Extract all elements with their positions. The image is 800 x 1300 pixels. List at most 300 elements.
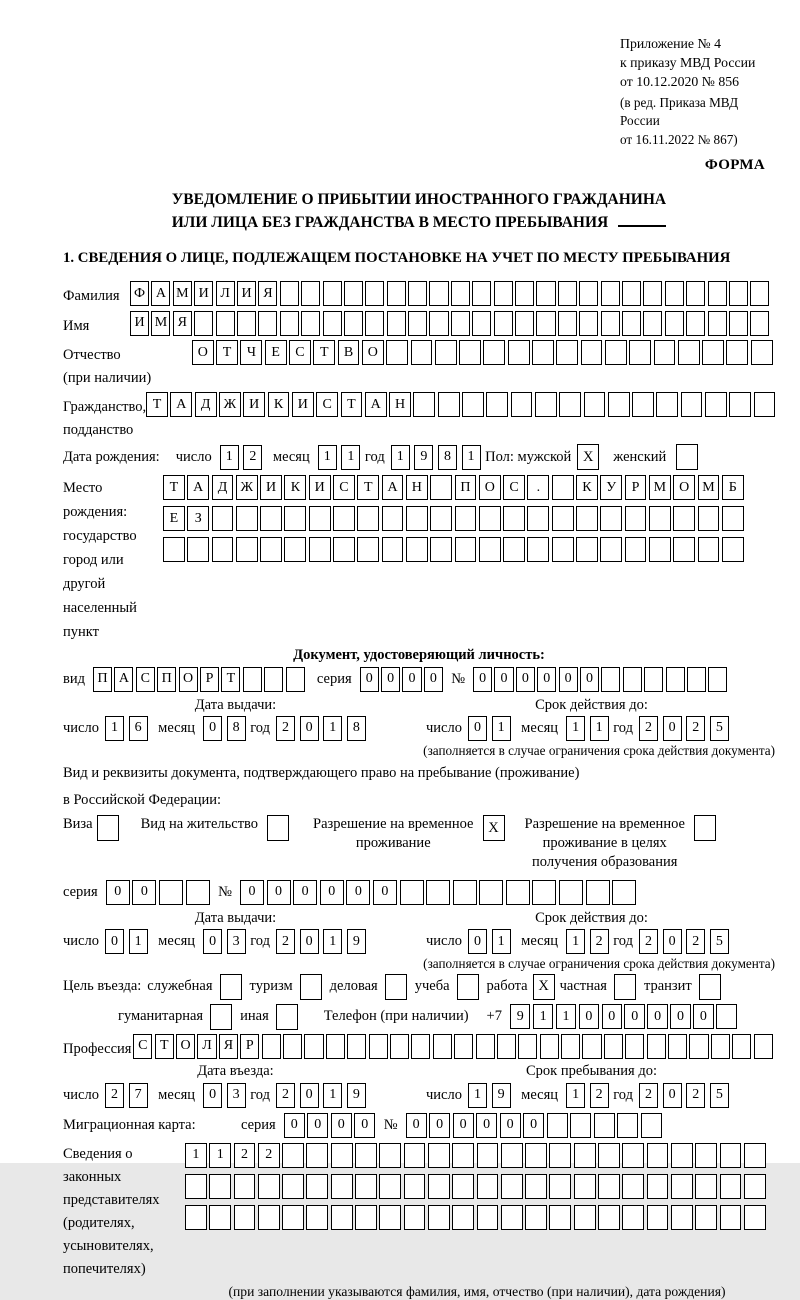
char-cell[interactable] <box>333 537 355 562</box>
char-cell[interactable] <box>576 506 598 531</box>
char-cell[interactable] <box>558 311 577 336</box>
char-cell[interactable] <box>687 667 706 692</box>
char-cell[interactable]: И <box>292 392 314 417</box>
char-cell[interactable]: 1 <box>209 1143 231 1168</box>
char-cell[interactable] <box>686 281 705 306</box>
char-cell[interactable] <box>284 506 306 531</box>
char-cell[interactable]: 1 <box>566 1083 585 1108</box>
char-cell[interactable] <box>304 1034 323 1059</box>
char-cell[interactable]: 0 <box>429 1113 450 1138</box>
char-cell[interactable]: 2 <box>234 1143 256 1168</box>
char-cell[interactable] <box>686 311 705 336</box>
char-cell[interactable] <box>698 506 720 531</box>
char-cell[interactable] <box>331 1205 353 1230</box>
char-cell[interactable] <box>722 537 744 562</box>
char-cell[interactable] <box>309 537 331 562</box>
char-cell[interactable]: 0 <box>381 667 400 692</box>
char-cell[interactable] <box>678 340 700 365</box>
char-cell[interactable] <box>301 311 320 336</box>
char-cell[interactable]: Ч <box>240 340 262 365</box>
char-cell[interactable] <box>387 281 406 306</box>
char-cell[interactable] <box>408 311 427 336</box>
char-cell[interactable]: Я <box>219 1034 238 1059</box>
temp-residence-checkbox[interactable]: X <box>483 815 505 841</box>
char-cell[interactable]: 0 <box>663 716 682 741</box>
char-cell[interactable] <box>452 1143 474 1168</box>
char-cell[interactable]: 9 <box>414 445 433 470</box>
char-cell[interactable] <box>625 506 647 531</box>
char-cell[interactable] <box>479 880 503 905</box>
char-cell[interactable] <box>331 1143 353 1168</box>
purpose-other-checkbox[interactable] <box>276 1004 298 1030</box>
char-cell[interactable] <box>666 667 685 692</box>
char-cell[interactable] <box>549 1205 571 1230</box>
char-cell[interactable] <box>744 1205 766 1230</box>
char-cell[interactable]: 1 <box>341 445 360 470</box>
char-cell[interactable] <box>729 311 748 336</box>
char-cell[interactable] <box>622 1143 644 1168</box>
char-cell[interactable] <box>574 1174 596 1199</box>
char-cell[interactable] <box>379 1143 401 1168</box>
char-cell[interactable] <box>508 340 530 365</box>
char-cell[interactable]: 8 <box>227 716 246 741</box>
char-cell[interactable]: 6 <box>129 716 148 741</box>
char-cell[interactable] <box>540 1034 559 1059</box>
char-cell[interactable] <box>379 1174 401 1199</box>
char-cell[interactable] <box>284 537 306 562</box>
char-cell[interactable]: 0 <box>300 929 319 954</box>
purpose-tourism-checkbox[interactable] <box>300 974 322 1000</box>
char-cell[interactable]: 0 <box>284 1113 305 1138</box>
char-cell[interactable]: А <box>170 392 192 417</box>
char-cell[interactable]: О <box>192 340 214 365</box>
char-cell[interactable] <box>695 1205 717 1230</box>
char-cell[interactable] <box>260 506 282 531</box>
char-cell[interactable]: 9 <box>492 1083 511 1108</box>
char-cell[interactable]: О <box>176 1034 195 1059</box>
char-cell[interactable] <box>720 1205 742 1230</box>
char-cell[interactable] <box>451 281 470 306</box>
char-cell[interactable]: 0 <box>402 667 421 692</box>
char-cell[interactable]: 2 <box>276 929 295 954</box>
char-cell[interactable] <box>594 1113 615 1138</box>
char-cell[interactable]: 0 <box>468 716 487 741</box>
char-cell[interactable] <box>369 1034 388 1059</box>
char-cell[interactable] <box>698 537 720 562</box>
char-cell[interactable]: 0 <box>373 880 397 905</box>
char-cell[interactable]: 0 <box>494 667 513 692</box>
purpose-official-checkbox[interactable] <box>220 974 242 1000</box>
char-cell[interactable] <box>212 537 234 562</box>
char-cell[interactable]: 1 <box>185 1143 207 1168</box>
char-cell[interactable]: 0 <box>300 1083 319 1108</box>
char-cell[interactable] <box>355 1143 377 1168</box>
char-cell[interactable]: 0 <box>647 1004 668 1029</box>
char-cell[interactable]: Е <box>163 506 185 531</box>
char-cell[interactable] <box>622 281 641 306</box>
char-cell[interactable]: С <box>136 667 155 692</box>
char-cell[interactable] <box>159 880 183 905</box>
char-cell[interactable] <box>428 1174 450 1199</box>
char-cell[interactable] <box>455 506 477 531</box>
char-cell[interactable] <box>209 1205 231 1230</box>
char-cell[interactable]: 0 <box>406 1113 427 1138</box>
char-cell[interactable]: И <box>130 311 149 336</box>
char-cell[interactable]: 0 <box>240 880 264 905</box>
char-cell[interactable] <box>429 311 448 336</box>
char-cell[interactable] <box>497 1034 516 1059</box>
char-cell[interactable] <box>559 392 581 417</box>
char-cell[interactable]: И <box>243 392 265 417</box>
char-cell[interactable]: С <box>289 340 311 365</box>
char-cell[interactable]: 0 <box>106 880 130 905</box>
purpose-study-checkbox[interactable] <box>457 974 479 1000</box>
char-cell[interactable]: 0 <box>663 1083 682 1108</box>
char-cell[interactable] <box>186 880 210 905</box>
char-cell[interactable]: 2 <box>243 445 262 470</box>
char-cell[interactable] <box>455 537 477 562</box>
char-cell[interactable] <box>411 340 433 365</box>
char-cell[interactable]: А <box>114 667 133 692</box>
char-cell[interactable]: Ж <box>236 475 258 500</box>
char-cell[interactable] <box>720 1143 742 1168</box>
char-cell[interactable] <box>649 537 671 562</box>
char-cell[interactable] <box>428 1205 450 1230</box>
char-cell[interactable]: Л <box>216 281 235 306</box>
char-cell[interactable] <box>260 537 282 562</box>
char-cell[interactable] <box>479 506 501 531</box>
char-cell[interactable]: З <box>187 506 209 531</box>
char-cell[interactable] <box>476 1034 495 1059</box>
char-cell[interactable] <box>404 1205 426 1230</box>
char-cell[interactable]: О <box>179 667 198 692</box>
char-cell[interactable] <box>454 1034 473 1059</box>
char-cell[interactable] <box>552 537 574 562</box>
char-cell[interactable]: 9 <box>510 1004 531 1029</box>
char-cell[interactable] <box>649 506 671 531</box>
char-cell[interactable]: С <box>503 475 525 500</box>
char-cell[interactable] <box>404 1174 426 1199</box>
char-cell[interactable] <box>750 311 769 336</box>
char-cell[interactable] <box>558 281 577 306</box>
char-cell[interactable]: И <box>237 281 256 306</box>
char-cell[interactable]: 1 <box>323 929 342 954</box>
char-cell[interactable] <box>561 1034 580 1059</box>
char-cell[interactable] <box>576 537 598 562</box>
char-cell[interactable] <box>506 880 530 905</box>
char-cell[interactable] <box>494 311 513 336</box>
char-cell[interactable] <box>532 340 554 365</box>
char-cell[interactable] <box>581 340 603 365</box>
char-cell[interactable]: 2 <box>258 1143 280 1168</box>
char-cell[interactable] <box>598 1143 620 1168</box>
char-cell[interactable] <box>708 311 727 336</box>
char-cell[interactable] <box>695 1174 717 1199</box>
char-cell[interactable] <box>511 392 533 417</box>
char-cell[interactable] <box>632 392 654 417</box>
char-cell[interactable]: И <box>260 475 282 500</box>
char-cell[interactable] <box>406 506 428 531</box>
char-cell[interactable] <box>411 1034 430 1059</box>
char-cell[interactable] <box>390 1034 409 1059</box>
char-cell[interactable] <box>209 1174 231 1199</box>
char-cell[interactable]: Р <box>200 667 219 692</box>
char-cell[interactable]: М <box>151 311 170 336</box>
char-cell[interactable] <box>185 1205 207 1230</box>
char-cell[interactable] <box>623 667 642 692</box>
char-cell[interactable]: Н <box>389 392 411 417</box>
char-cell[interactable] <box>212 506 234 531</box>
purpose-private-checkbox[interactable] <box>614 974 636 1000</box>
char-cell[interactable]: 1 <box>556 1004 577 1029</box>
char-cell[interactable]: М <box>698 475 720 500</box>
char-cell[interactable] <box>426 880 450 905</box>
char-cell[interactable]: Д <box>195 392 217 417</box>
char-cell[interactable]: В <box>338 340 360 365</box>
char-cell[interactable]: 1 <box>391 445 410 470</box>
char-cell[interactable] <box>400 880 424 905</box>
char-cell[interactable] <box>323 311 342 336</box>
char-cell[interactable] <box>234 1205 256 1230</box>
char-cell[interactable] <box>625 537 647 562</box>
char-cell[interactable]: 0 <box>663 929 682 954</box>
char-cell[interactable]: 0 <box>693 1004 714 1029</box>
char-cell[interactable] <box>643 311 662 336</box>
char-cell[interactable] <box>282 1143 304 1168</box>
char-cell[interactable] <box>744 1174 766 1199</box>
char-cell[interactable]: Б <box>722 475 744 500</box>
char-cell[interactable]: Т <box>341 392 363 417</box>
char-cell[interactable]: 1 <box>492 929 511 954</box>
char-cell[interactable]: П <box>455 475 477 500</box>
char-cell[interactable] <box>617 1113 638 1138</box>
char-cell[interactable]: 1 <box>566 716 585 741</box>
char-cell[interactable]: 0 <box>523 1113 544 1138</box>
char-cell[interactable]: Е <box>265 340 287 365</box>
char-cell[interactable] <box>525 1205 547 1230</box>
char-cell[interactable]: 0 <box>293 880 317 905</box>
char-cell[interactable] <box>527 537 549 562</box>
char-cell[interactable]: Я <box>258 281 277 306</box>
char-cell[interactable] <box>647 1205 669 1230</box>
visa-checkbox[interactable] <box>97 815 119 841</box>
purpose-transit-checkbox[interactable] <box>699 974 721 1000</box>
char-cell[interactable] <box>194 311 213 336</box>
char-cell[interactable] <box>503 506 525 531</box>
char-cell[interactable]: 0 <box>500 1113 521 1138</box>
char-cell[interactable]: Т <box>216 340 238 365</box>
char-cell[interactable] <box>586 880 610 905</box>
char-cell[interactable]: 0 <box>602 1004 623 1029</box>
char-cell[interactable] <box>451 311 470 336</box>
char-cell[interactable] <box>744 1143 766 1168</box>
char-cell[interactable]: 2 <box>639 716 658 741</box>
char-cell[interactable]: Т <box>357 475 379 500</box>
char-cell[interactable] <box>413 392 435 417</box>
char-cell[interactable] <box>644 667 663 692</box>
char-cell[interactable]: 0 <box>537 667 556 692</box>
char-cell[interactable]: 1 <box>323 1083 342 1108</box>
char-cell[interactable] <box>428 1143 450 1168</box>
char-cell[interactable]: 9 <box>347 1083 366 1108</box>
char-cell[interactable] <box>386 340 408 365</box>
char-cell[interactable]: М <box>173 281 192 306</box>
char-cell[interactable]: Ф <box>130 281 149 306</box>
char-cell[interactable] <box>282 1174 304 1199</box>
char-cell[interactable] <box>641 1113 662 1138</box>
char-cell[interactable] <box>665 281 684 306</box>
char-cell[interactable]: 2 <box>639 929 658 954</box>
char-cell[interactable]: 0 <box>105 929 124 954</box>
char-cell[interactable] <box>187 537 209 562</box>
char-cell[interactable]: О <box>362 340 384 365</box>
char-cell[interactable]: Ж <box>219 392 241 417</box>
char-cell[interactable]: 0 <box>346 880 370 905</box>
char-cell[interactable] <box>163 537 185 562</box>
purpose-work-checkbox[interactable]: X <box>533 974 555 1000</box>
char-cell[interactable] <box>501 1143 523 1168</box>
char-cell[interactable]: С <box>133 1034 152 1059</box>
char-cell[interactable]: 0 <box>307 1113 328 1138</box>
char-cell[interactable] <box>258 1205 280 1230</box>
char-cell[interactable]: 0 <box>331 1113 352 1138</box>
char-cell[interactable] <box>355 1174 377 1199</box>
char-cell[interactable]: 0 <box>203 716 222 741</box>
char-cell[interactable]: 0 <box>424 667 443 692</box>
char-cell[interactable] <box>234 1174 256 1199</box>
char-cell[interactable] <box>708 281 727 306</box>
char-cell[interactable] <box>453 880 477 905</box>
char-cell[interactable]: 2 <box>639 1083 658 1108</box>
char-cell[interactable] <box>605 340 627 365</box>
char-cell[interactable] <box>622 1174 644 1199</box>
char-cell[interactable]: 1 <box>566 929 585 954</box>
char-cell[interactable] <box>477 1205 499 1230</box>
char-cell[interactable] <box>283 1034 302 1059</box>
char-cell[interactable] <box>600 537 622 562</box>
char-cell[interactable]: 7 <box>129 1083 148 1108</box>
char-cell[interactable]: 0 <box>579 1004 600 1029</box>
char-cell[interactable]: 0 <box>476 1113 497 1138</box>
char-cell[interactable]: 0 <box>624 1004 645 1029</box>
char-cell[interactable] <box>501 1174 523 1199</box>
char-cell[interactable] <box>323 281 342 306</box>
char-cell[interactable]: 1 <box>318 445 337 470</box>
char-cell[interactable]: К <box>284 475 306 500</box>
char-cell[interactable] <box>622 1205 644 1230</box>
char-cell[interactable] <box>549 1143 571 1168</box>
char-cell[interactable] <box>668 1034 687 1059</box>
char-cell[interactable] <box>612 880 636 905</box>
char-cell[interactable]: 0 <box>468 929 487 954</box>
char-cell[interactable] <box>598 1205 620 1230</box>
char-cell[interactable]: 1 <box>462 445 481 470</box>
char-cell[interactable] <box>309 506 331 531</box>
char-cell[interactable]: 2 <box>590 1083 609 1108</box>
char-cell[interactable] <box>601 281 620 306</box>
char-cell[interactable]: 0 <box>267 880 291 905</box>
char-cell[interactable]: 0 <box>516 667 535 692</box>
char-cell[interactable]: 0 <box>473 667 492 692</box>
char-cell[interactable]: С <box>333 475 355 500</box>
char-cell[interactable] <box>494 281 513 306</box>
female-checkbox[interactable] <box>676 444 698 470</box>
char-cell[interactable] <box>708 667 727 692</box>
char-cell[interactable] <box>357 537 379 562</box>
char-cell[interactable] <box>532 880 556 905</box>
char-cell[interactable] <box>695 1143 717 1168</box>
char-cell[interactable]: 0 <box>360 667 379 692</box>
char-cell[interactable]: И <box>309 475 331 500</box>
char-cell[interactable] <box>750 281 769 306</box>
char-cell[interactable] <box>333 506 355 531</box>
char-cell[interactable]: 5 <box>710 1083 729 1108</box>
char-cell[interactable] <box>527 506 549 531</box>
char-cell[interactable]: А <box>365 392 387 417</box>
char-cell[interactable] <box>365 281 384 306</box>
char-cell[interactable] <box>515 281 534 306</box>
char-cell[interactable] <box>604 1034 623 1059</box>
char-cell[interactable] <box>438 392 460 417</box>
char-cell[interactable]: М <box>649 475 671 500</box>
char-cell[interactable] <box>647 1034 666 1059</box>
char-cell[interactable]: Т <box>221 667 240 692</box>
char-cell[interactable]: 5 <box>710 716 729 741</box>
char-cell[interactable] <box>326 1034 345 1059</box>
char-cell[interactable] <box>547 1113 568 1138</box>
char-cell[interactable]: О <box>479 475 501 500</box>
char-cell[interactable] <box>408 281 427 306</box>
char-cell[interactable] <box>625 1034 644 1059</box>
char-cell[interactable] <box>601 311 620 336</box>
char-cell[interactable] <box>379 1205 401 1230</box>
char-cell[interactable] <box>430 537 452 562</box>
char-cell[interactable] <box>654 340 676 365</box>
char-cell[interactable]: 0 <box>670 1004 691 1029</box>
char-cell[interactable] <box>243 667 262 692</box>
char-cell[interactable] <box>404 1143 426 1168</box>
char-cell[interactable] <box>535 392 557 417</box>
char-cell[interactable] <box>705 392 727 417</box>
char-cell[interactable] <box>647 1143 669 1168</box>
char-cell[interactable] <box>185 1174 207 1199</box>
char-cell[interactable] <box>584 392 606 417</box>
char-cell[interactable] <box>671 1205 693 1230</box>
char-cell[interactable] <box>600 506 622 531</box>
char-cell[interactable]: 1 <box>590 716 609 741</box>
char-cell[interactable] <box>280 311 299 336</box>
char-cell[interactable] <box>556 340 578 365</box>
char-cell[interactable] <box>515 311 534 336</box>
char-cell[interactable] <box>344 281 363 306</box>
char-cell[interactable] <box>729 281 748 306</box>
char-cell[interactable] <box>608 392 630 417</box>
char-cell[interactable] <box>629 340 651 365</box>
char-cell[interactable]: К <box>576 475 598 500</box>
char-cell[interactable]: 0 <box>132 880 156 905</box>
char-cell[interactable] <box>656 392 678 417</box>
char-cell[interactable]: 1 <box>468 1083 487 1108</box>
char-cell[interactable] <box>282 1205 304 1230</box>
char-cell[interactable]: 2 <box>590 929 609 954</box>
purpose-business-checkbox[interactable] <box>385 974 407 1000</box>
char-cell[interactable]: А <box>382 475 404 500</box>
char-cell[interactable] <box>472 311 491 336</box>
char-cell[interactable] <box>726 340 748 365</box>
char-cell[interactable]: 0 <box>203 929 222 954</box>
char-cell[interactable]: 8 <box>347 716 366 741</box>
char-cell[interactable] <box>477 1174 499 1199</box>
